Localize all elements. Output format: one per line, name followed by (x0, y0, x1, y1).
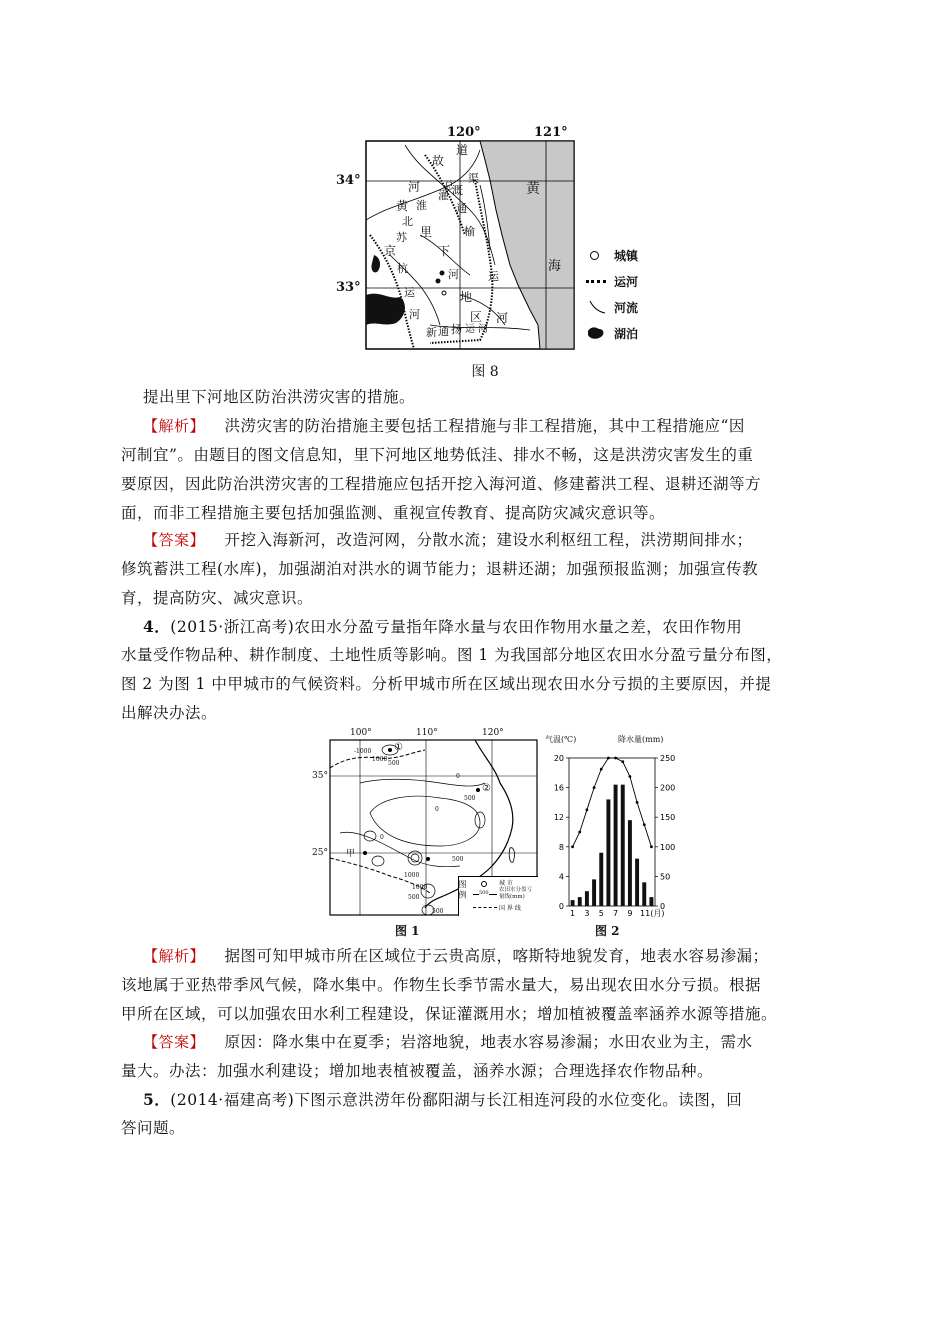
map-char: 运 (488, 270, 499, 283)
question-line: (2014·福建高考)下图示意洪涝年份鄱阳湖与长江相连河段的水位变化。读图，回 (170, 1091, 743, 1109)
legend-title: 图 例 (458, 880, 467, 899)
right-tick-label: 200 (660, 783, 676, 793)
map-legend (586, 247, 660, 351)
map-char: 通 (438, 325, 449, 338)
precipitation-bar (592, 879, 596, 906)
right-tick-label: 0 (660, 902, 666, 911)
lat-label-34: 34° (336, 173, 361, 188)
right-tick-label: 50 (660, 872, 671, 882)
map-char: 苏 (396, 231, 407, 244)
marker-jia: 甲 (346, 849, 356, 859)
answer-line: 开挖入海新河，改造河网，分散水流；建设水利枢纽工程，洪涝期间排水； (224, 531, 753, 549)
map-char: 新 (426, 326, 437, 339)
left-tick-label: 0 (558, 902, 564, 911)
temperature-point (600, 768, 603, 771)
analysis-line: 要原因，因此防治洪涝灾害的工程措施应包括开挖入海河道、修建蓄洪工程、退耕还湖等方 (121, 475, 762, 493)
x-tick-label: 3 (584, 909, 590, 918)
legend-row-river (586, 299, 660, 325)
q3-analysis (143, 412, 815, 441)
map-char: 黄 (526, 181, 540, 197)
marker-1: ① (394, 742, 403, 753)
temperature-point (607, 757, 610, 760)
lat-label-33: 33° (336, 280, 361, 295)
x-tick-label: 5 (598, 909, 604, 918)
figure-8 (330, 125, 660, 355)
precipitation-bar (578, 897, 582, 906)
x-tick-label: 9 (627, 909, 633, 918)
precipitation-bar (649, 897, 653, 906)
legend-contour-value: 500 (479, 890, 489, 896)
question-number: 4． (143, 617, 171, 636)
analysis-line: 洪涝灾害的防治措施主要包括工程措施与非工程措施，其中工程措施应“因 (224, 417, 745, 435)
map-char: 河 (478, 324, 488, 335)
answer-line: 育，提高防灾、减灾意识。 (121, 589, 314, 607)
map-char: 运 (465, 324, 475, 335)
question-number: 5． (143, 1090, 171, 1109)
map-char: 河 (408, 180, 421, 194)
map-char: 通 (456, 202, 467, 215)
question-line: (2015·浙江高考)农田水分盈亏量指年降水量与农田作物用水量之差，农田作物用 (170, 618, 743, 636)
left-tick-label: 12 (553, 813, 564, 823)
legend-label: 湖泊 (614, 327, 639, 341)
figure-1-legend (458, 876, 538, 916)
temperature-point (578, 831, 581, 834)
x-tick-label: 7 (613, 909, 619, 918)
river-icon (588, 299, 606, 315)
lake-icon (586, 325, 606, 341)
left-tick-label: 4 (558, 872, 564, 882)
contour-label: 1000 (404, 872, 420, 879)
question-line: 出解决办法。 (121, 704, 218, 722)
q4-stem (143, 612, 815, 642)
temperature-point (621, 760, 624, 763)
analysis-line: 面，而非工程措施主要包括加强监测、重视宣传教育、提高防灾减灾意识等。 (121, 504, 666, 522)
temperature-point (643, 823, 646, 826)
question-line: 答问题。 (121, 1119, 186, 1137)
q3-answer (143, 526, 815, 555)
map-char: 京 (384, 244, 397, 258)
border-line-icon (473, 907, 497, 908)
right-tick-label: 100 (660, 842, 676, 852)
precipitation-bar (621, 785, 625, 906)
left-tick-label: 8 (558, 842, 564, 852)
question-line: 水量受作物品种、耕作制度、土地性质等影响。图 1 为我国部分地区农田水分盈亏量分布图， (121, 646, 783, 664)
map-char: 黄 (396, 199, 409, 213)
analysis-tag: 【解析】 (143, 947, 206, 965)
map-char: 河 (409, 308, 420, 321)
canal-icon (586, 280, 606, 283)
map-char: 故 (432, 154, 445, 168)
answer-line: 量大。办法：加强水利建设；增加地表植被覆盖，涵养水源；合理选择农作物品种。 (121, 1062, 714, 1080)
legend-item: 城 市 (499, 880, 513, 887)
analysis-tag: 【解析】 (143, 417, 206, 435)
map-char: 灌 (438, 189, 449, 202)
contour-label: 1000 (412, 884, 428, 891)
q4-answer (143, 1028, 815, 1057)
question-line: 图 2 为图 1 中甲城市的气候资料。分析甲城市所在区域出现农田水分亏损的主要原因，并提 (121, 675, 772, 693)
legend-item: 国 界 线 (499, 905, 521, 912)
analysis-line: 河制宜”。由题目的图文信息知，里下河地区地势低洼、排水不畅，这是洪涝灾害发生的重 (121, 446, 754, 464)
map-char: 河 (448, 268, 459, 281)
temperature-point (614, 757, 617, 760)
left-tick-label: 16 (553, 783, 564, 793)
lat-label: 35° (312, 771, 328, 781)
precipitation-bar (642, 882, 646, 906)
map-char: 总 (444, 181, 454, 192)
answer-tag: 【答案】 (143, 1033, 206, 1051)
figure-2-caption: 图 2 (595, 924, 620, 938)
lon-label: 120° (482, 728, 504, 738)
analysis-line: 甲所在区域，可以加强农田水利工程建设，保证灌溉用水；增加植被覆盖率涵养水源等措施。 (121, 1005, 778, 1023)
q3-prompt: 提出里下河地区防治洪涝灾害的措施。 (143, 388, 416, 406)
contour-label: 0 (380, 834, 384, 841)
marker-2: ② (482, 783, 491, 794)
temperature-point (629, 775, 632, 778)
q5-stem (143, 1085, 815, 1115)
figure-2 (545, 728, 685, 938)
precipitation-bar (606, 799, 610, 906)
map-char: 榆 (464, 225, 475, 238)
map-char: 淮 (416, 199, 427, 212)
map-char: 海 (548, 259, 562, 274)
map-char: 区 (470, 310, 483, 324)
legend-label: 河流 (614, 301, 639, 315)
map-char: 地 (460, 290, 473, 304)
map-char: 杭 (397, 262, 408, 275)
lon-label: 110° (416, 728, 438, 738)
contour-label: 500 (464, 795, 476, 802)
temperature-point (571, 845, 574, 848)
precipitation-bar (599, 853, 603, 906)
lon-label: 100° (350, 728, 372, 738)
contour-label: 0 (435, 806, 439, 813)
analysis-line: 该地属于亚热带季风气候，降水集中。作物生长季节需水量大，易出现农田水分亏损。根据 (121, 976, 762, 994)
precipitation-bar (585, 891, 589, 906)
city-icon (481, 881, 487, 887)
precipitation-bar (628, 820, 632, 906)
map-char: 里 (420, 225, 433, 239)
q4-analysis (143, 942, 815, 971)
contour-label: 500 (408, 894, 420, 901)
map-char: 下 (438, 244, 451, 258)
map-char: 溉 (452, 184, 463, 197)
contour-label: 0 (456, 773, 460, 780)
legend-row-canal (586, 273, 660, 299)
right-tick-label: 150 (660, 813, 676, 823)
map-char: 扬 (451, 323, 462, 336)
answer-line: 原因：降水集中在夏季；岩溶地貌，地表水容易渗漏；水田农业为主，需水 (224, 1033, 753, 1051)
contour-label: 1000 (372, 756, 388, 763)
right-axis-title: 降水量(mm) (618, 735, 664, 744)
figure-1-caption: 图 1 (395, 924, 420, 938)
map-char: 道 (456, 143, 469, 157)
contour-label: 500 (432, 908, 444, 915)
legend-item: 农田水分盈亏量线(mm) (499, 887, 533, 900)
contour-label: 500 (388, 760, 400, 767)
plot-frame (569, 758, 655, 906)
answer-tag: 【答案】 (143, 531, 206, 549)
lat-label: 25° (312, 848, 328, 858)
map-char: 北 (402, 215, 413, 228)
left-tick-label: 20 (553, 754, 564, 763)
contour-label: 500 (452, 856, 464, 863)
left-axis-title: 气温(℃) (545, 735, 577, 744)
map-char: 运 (404, 286, 415, 299)
lon-label-121: 121° (534, 125, 568, 140)
town-icon (590, 251, 599, 260)
x-tick-label: 11(月) (640, 909, 665, 918)
precipitation-bar (635, 859, 639, 906)
legend-row-lake (586, 325, 660, 351)
temperature-point (650, 845, 653, 848)
precipitation-bar (614, 785, 618, 906)
temperature-point (593, 786, 596, 789)
contour-label: -1000 (354, 748, 372, 755)
map-char: 渠 (468, 172, 479, 185)
figure-1 (300, 728, 545, 938)
precipitation-bar (571, 900, 575, 906)
answer-line: 修筑蓄洪工程(水库)，加强湖泊对洪水的调节能力；退耕还湖；加强预报监测；加强宣传教 (121, 560, 759, 578)
analysis-line: 据图可知甲城市所在区域位于云贵高原，喀斯特地貌发育，地表水容易渗漏； (224, 947, 769, 965)
lon-label-120: 120° (447, 125, 481, 140)
right-tick-label: 250 (660, 754, 676, 763)
temperature-point (636, 801, 639, 804)
x-tick-label: 1 (570, 909, 576, 918)
legend-row-town (586, 247, 660, 273)
climate-chart (545, 746, 685, 918)
legend-label: 城镇 (614, 249, 639, 263)
temperature-point (586, 808, 589, 811)
figure-8-caption: 图 8 (471, 364, 499, 380)
legend-label: 运河 (614, 275, 639, 289)
map-char: 河 (496, 311, 509, 325)
